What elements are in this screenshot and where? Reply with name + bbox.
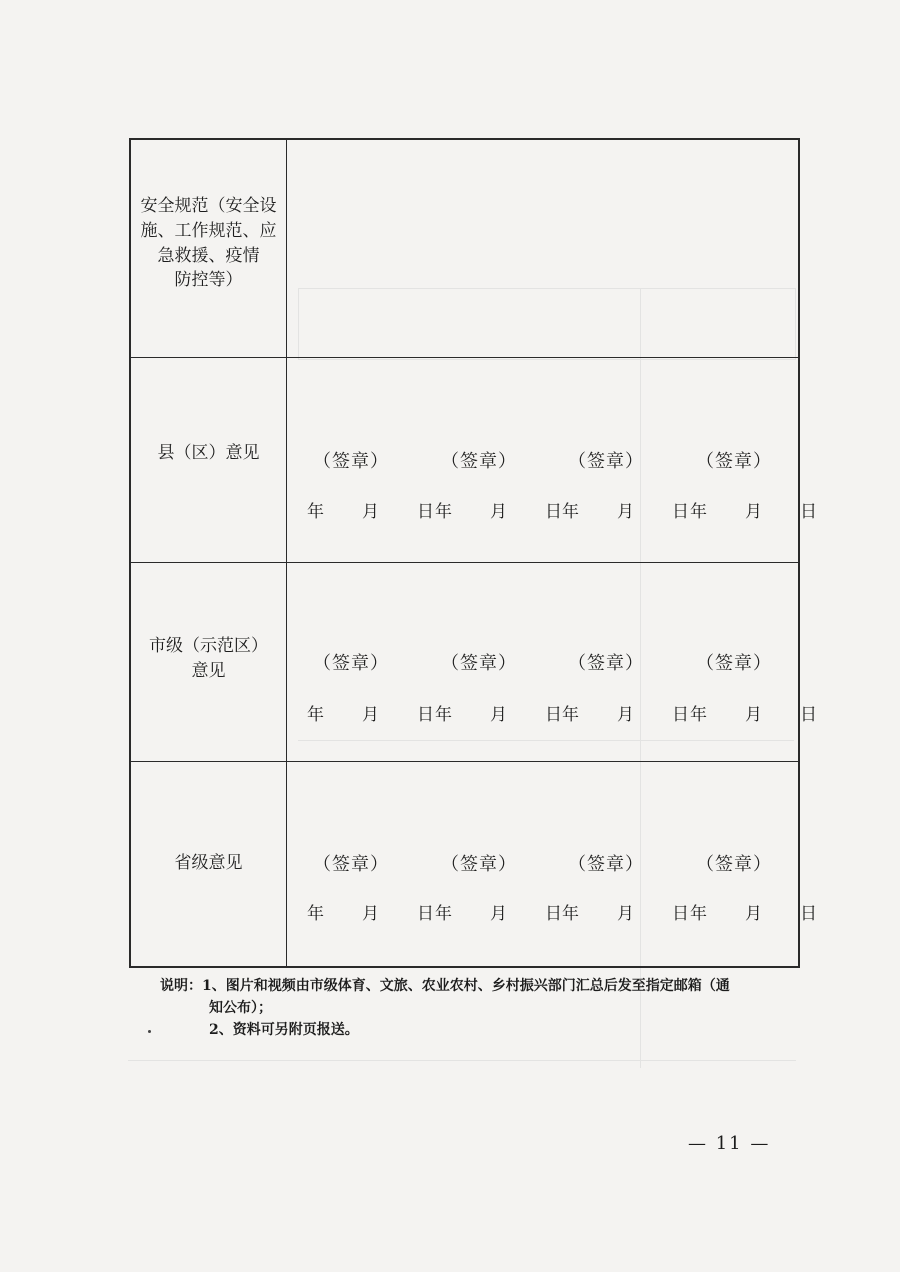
seal-label: （签章） [313, 854, 389, 875]
label-line: 安全规范（安全设 [140, 196, 277, 217]
note-1: 说明：1、图片和视频由市级体育、文旅、农业农村、乡村振兴部门汇总后发至指定邮箱（通 [160, 978, 730, 994]
date-month-label: 月 [745, 705, 762, 725]
date-year-label: 年 [562, 705, 579, 725]
date-day-label: 日 [417, 502, 434, 522]
date-month-label: 月 [490, 705, 507, 725]
date-year-label: 年 [307, 502, 324, 522]
label-line: 省级意见 [174, 853, 243, 874]
page-number: — 11 — [688, 1133, 771, 1154]
date-day-label: 日 [417, 904, 434, 924]
date-year-label: 年 [690, 502, 707, 522]
notes-section [160, 975, 810, 1041]
date-line [562, 497, 689, 522]
date-year-label: 年 [435, 502, 452, 522]
date-day-label: 日 [545, 705, 562, 725]
date-month-label: 月 [362, 502, 379, 522]
label-line: 急救援、疫情 [157, 245, 260, 266]
date-day-label: 日 [672, 502, 689, 522]
city-signature-row [287, 562, 817, 761]
date-day-label: 日 [800, 502, 817, 522]
seal-label: （签章） [568, 854, 644, 875]
date-line [307, 899, 434, 924]
date-month-label: 月 [362, 705, 379, 725]
date-year-label: 年 [435, 705, 452, 725]
label-line: 县（区）意见 [157, 443, 260, 464]
seal-label: （签章） [696, 653, 772, 674]
county-signature-row [287, 357, 817, 562]
row-label-province [131, 761, 286, 966]
note-1-continued: 知公布）； [209, 1000, 272, 1016]
date-day-label: 日 [800, 904, 817, 924]
date-month-label: 月 [617, 904, 634, 924]
date-year-label: 年 [562, 904, 579, 924]
row-label-safety [131, 140, 286, 357]
seal-label: （签章） [696, 854, 772, 875]
date-month-label: 月 [362, 904, 379, 924]
date-line [690, 700, 817, 725]
date-year-label: 年 [562, 502, 579, 522]
row-label-city [131, 562, 286, 761]
seal-label: （签章） [313, 653, 389, 674]
date-year-label: 年 [307, 904, 324, 924]
row-label-county [131, 357, 286, 562]
date-day-label: 日 [672, 904, 689, 924]
date-day-label: 日 [545, 904, 562, 924]
date-day-label: 日 [545, 502, 562, 522]
date-line [307, 497, 434, 522]
seal-label: （签章） [568, 653, 644, 674]
seal-label: （签章） [441, 451, 517, 472]
label-line: 意见 [191, 661, 226, 681]
label-line: 市级（示范区） [149, 636, 268, 657]
date-month-label: 月 [490, 904, 507, 924]
date-line [562, 700, 689, 725]
date-day-label: 日 [417, 705, 434, 725]
seal-label: （签章） [313, 451, 389, 472]
date-line [435, 497, 562, 522]
date-month-label: 月 [490, 502, 507, 522]
seal-label: （签章） [568, 451, 644, 472]
date-year-label: 年 [435, 904, 452, 924]
date-month-label: 月 [745, 502, 762, 522]
date-year-label: 年 [307, 705, 324, 725]
stray-mark [148, 1030, 151, 1033]
date-day-label: 日 [800, 705, 817, 725]
date-line [690, 497, 817, 522]
approval-form-table [129, 138, 817, 968]
date-year-label: 年 [690, 904, 707, 924]
note-2: 2、资料可另附页报送。 [209, 1022, 359, 1038]
seal-label: （签章） [696, 451, 772, 472]
seal-label: （签章） [441, 854, 517, 875]
date-month-label: 月 [617, 705, 634, 725]
date-month-label: 月 [745, 904, 762, 924]
date-line [562, 899, 689, 924]
date-line [307, 700, 434, 725]
date-line [690, 899, 817, 924]
date-line [435, 899, 562, 924]
date-day-label: 日 [672, 705, 689, 725]
label-line: 防控等） [174, 270, 243, 291]
seal-label: （签章） [441, 653, 517, 674]
province-signature-row [287, 761, 817, 966]
date-year-label: 年 [690, 705, 707, 725]
label-line: 施、工作规范、应 [140, 220, 277, 241]
date-month-label: 月 [617, 502, 634, 522]
date-line [435, 700, 562, 725]
safety-content-cell[interactable] [287, 140, 802, 357]
